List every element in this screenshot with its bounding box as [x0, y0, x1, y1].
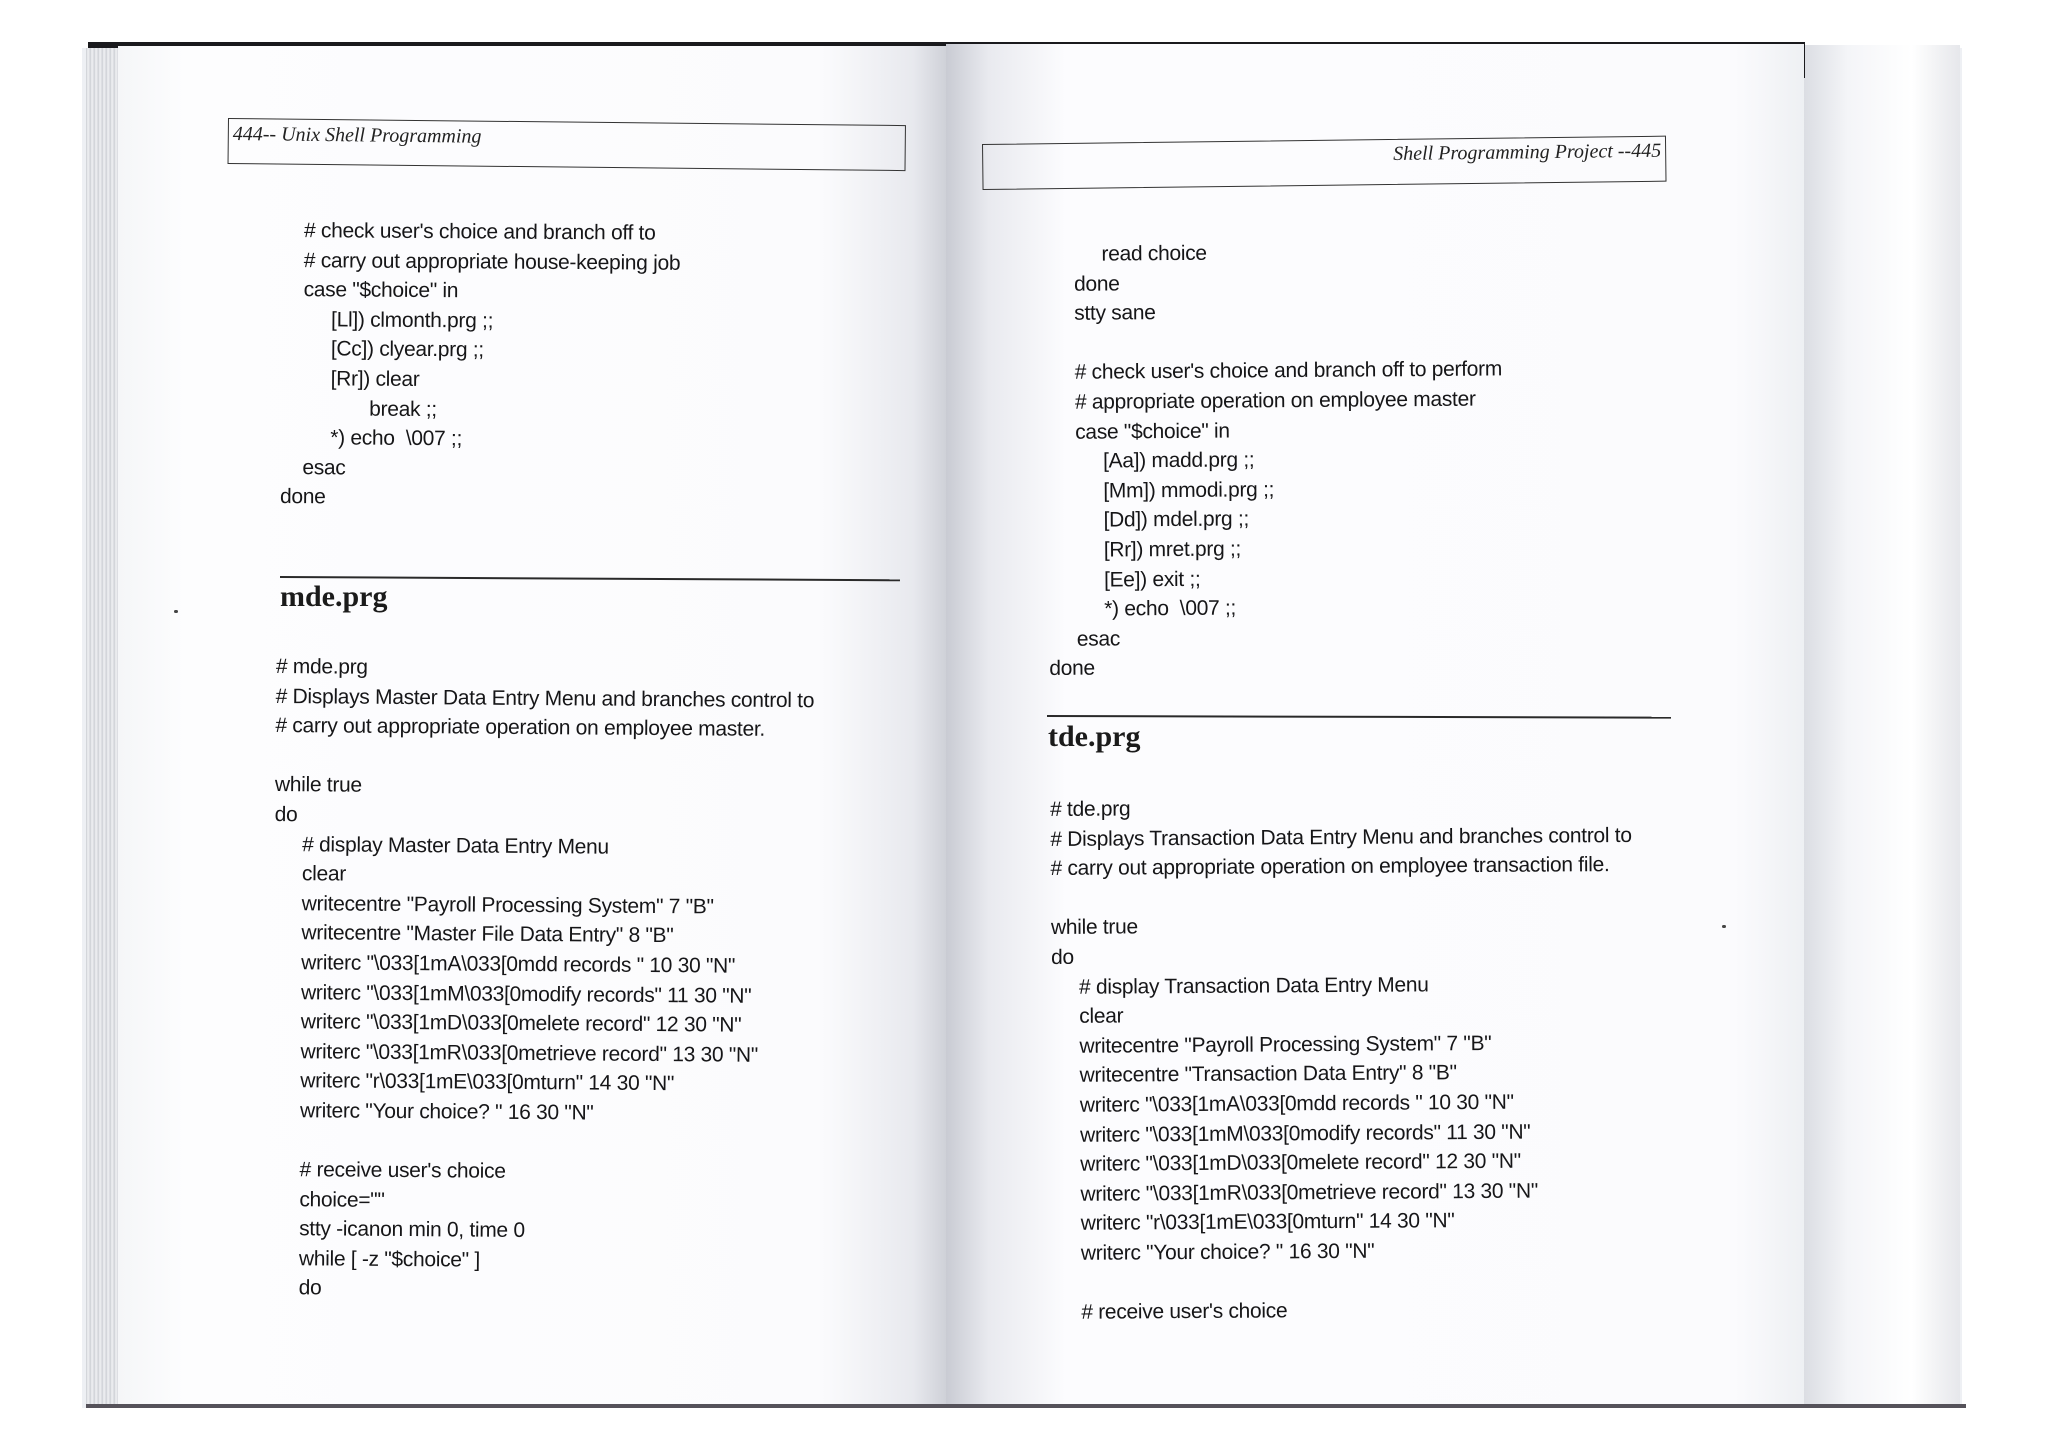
- code-line: # check user's choice and branch off to perform: [1046, 357, 1503, 385]
- code-line: [Aa]) madd.prg ;;: [1047, 448, 1255, 474]
- code-line: [Cc]) clyear.prg ;;: [280, 337, 484, 362]
- section-title-tde: tde.prg: [1048, 720, 1141, 753]
- code-line: [Ee]) exit ;;: [1048, 567, 1201, 592]
- code-line: while [ -z "$choice" ]: [271, 1246, 481, 1272]
- code-line: break ;;: [280, 396, 437, 421]
- code-line: [272, 1125, 811, 1159]
- code-line: case "$choice" in: [1047, 419, 1230, 444]
- code-line: # receive user's choice: [1053, 1299, 1288, 1325]
- code-line: # Displays Transaction Data Entry Menu and branches control to: [1050, 823, 1632, 851]
- book-bottom-edge: [86, 1404, 1966, 1408]
- code-line: stty -icanon min 0, time 0: [271, 1217, 525, 1243]
- code-block-left-top: [280, 216, 681, 515]
- code-line: read choice: [1046, 241, 1207, 266]
- running-head-left: 444-- Unix Shell Programming: [228, 118, 906, 171]
- code-line: writerc "\033[1mD\033[0melete record" 12 30 "N": [273, 1010, 742, 1037]
- code-line: [Ll]) clmonth.prg ;;: [281, 307, 494, 333]
- code-line: [Dd]) mdel.prg ;;: [1048, 507, 1250, 533]
- code-line: [Mm]) mmodi.prg ;;: [1047, 477, 1275, 503]
- code-line: writerc "\033[1mR\033[0metrieve record" 13 30 "N": [1052, 1179, 1539, 1206]
- code-line: *) echo \007 ;;: [1048, 596, 1237, 622]
- code-line: writecentre "Payroll Processing System" 7 "B": [273, 891, 714, 919]
- code-line: esac: [280, 455, 346, 480]
- code-line: do: [270, 1276, 322, 1300]
- code-line: writerc "Your choice? " 16 30 "N": [272, 1098, 594, 1125]
- code-line: choice="": [271, 1187, 385, 1212]
- code-line: clear: [274, 862, 347, 886]
- code-line: done: [1049, 656, 1095, 681]
- code-line: # Displays Master Data Entry Menu and branches control to: [275, 684, 815, 712]
- code-line: writecentre "Transaction Data Entry" 8 "B": [1051, 1061, 1457, 1088]
- code-line: [1051, 880, 1633, 914]
- code-line: *) echo \007 ;;: [280, 426, 463, 451]
- code-line: writerc "\033[1mA\033[0mdd records " 10 30 "N": [1052, 1090, 1514, 1117]
- code-line: stty sane: [1046, 301, 1156, 326]
- code-line: # carry out appropriate operation on employee transaction file.: [1050, 853, 1610, 881]
- code-line: writerc "\033[1mD\033[0melete record" 12 30 "N": [1052, 1149, 1521, 1177]
- code-line: [275, 741, 814, 775]
- code-line: done: [279, 485, 326, 509]
- code-line: writerc "r\033[1mE\033[0mturn" 14 30 "N": [272, 1069, 675, 1096]
- code-line: do: [1051, 945, 1074, 969]
- code-line: writerc "\033[1mM\033[0modify records" 11 30 "N": [273, 980, 752, 1008]
- code-line: while true: [274, 773, 362, 798]
- code-line: writerc "Your choice? " 16 30 "N": [1053, 1239, 1375, 1265]
- code-line: # display Master Data Entry Menu: [274, 832, 609, 859]
- code-line: clear: [1051, 1004, 1124, 1029]
- code-line: # appropriate operation on employee master: [1047, 387, 1476, 414]
- paper-speck: [1722, 925, 1726, 928]
- code-line: # tde.prg: [1050, 797, 1131, 821]
- code-line: done: [1046, 272, 1120, 296]
- code-line: writerc "r\033[1mE\033[0mturn" 14 30 "N": [1052, 1209, 1455, 1236]
- running-head-right: Shell Programming Project --445: [982, 136, 1667, 190]
- code-line: # receive user's choice: [271, 1158, 506, 1183]
- code-line: # mde.prg: [275, 654, 368, 679]
- code-line: [Rr]) mret.prg ;;: [1048, 537, 1242, 562]
- code-line: [1053, 1264, 1635, 1298]
- code-block-tde: [1050, 791, 1635, 1328]
- paper-speck: [174, 610, 178, 613]
- code-line: # carry out appropriate house-keeping job: [281, 248, 681, 275]
- code-block-mde: [271, 652, 815, 1307]
- code-line: do: [274, 802, 298, 827]
- code-line: [Rr]) clear: [280, 366, 420, 391]
- code-line: [1047, 325, 1502, 358]
- section-title-mde: mde.prg: [280, 580, 388, 613]
- code-line: writerc "\033[1mM\033[0modify records" 11 30 "N": [1052, 1120, 1531, 1147]
- code-line: esac: [1049, 627, 1121, 651]
- page-stack-edge: [1800, 45, 1960, 1405]
- code-line: writerc "\033[1mA\033[0mdd records " 10 30 "N": [273, 950, 736, 978]
- code-line: case "$choice" in: [281, 278, 459, 303]
- code-line: # check user's choice and branch off to: [281, 218, 656, 245]
- code-line: writecentre "Payroll Processing System" 7 "B": [1051, 1031, 1492, 1058]
- code-line: # display Transaction Data Entry Menu: [1051, 972, 1429, 999]
- code-line: # carry out appropriate operation on employee master.: [275, 714, 766, 742]
- code-line: writerc "\033[1mR\033[0metrieve record" 13 30 "N": [272, 1039, 759, 1067]
- left-page-stack: [86, 48, 122, 1404]
- code-line: writecentre "Master File Data Entry" 8 "B": [273, 921, 674, 948]
- code-block-right-top: [1046, 236, 1504, 683]
- code-line: while true: [1050, 915, 1138, 940]
